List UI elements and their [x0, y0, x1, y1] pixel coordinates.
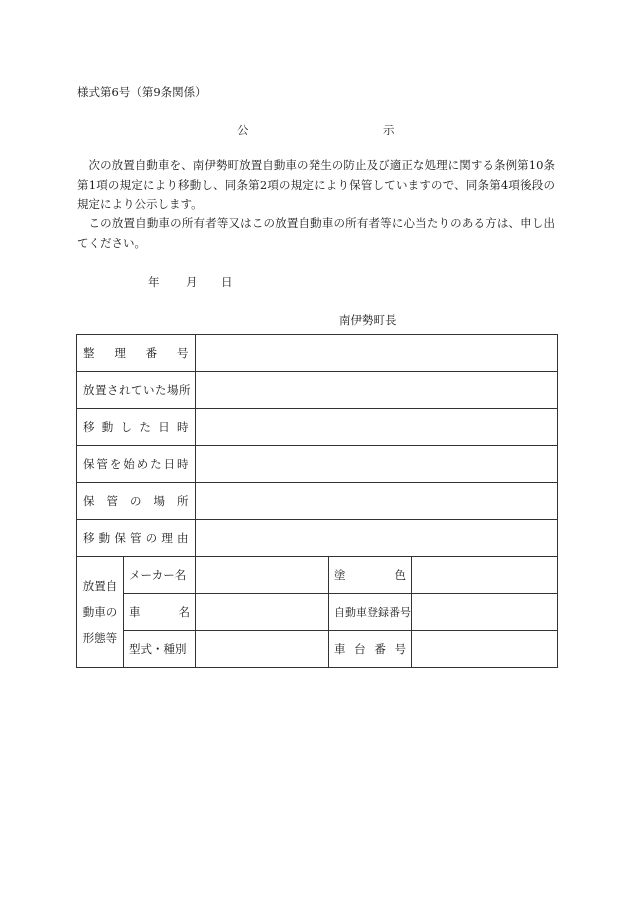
title-char-public: 公	[237, 123, 249, 137]
location-left-field[interactable]	[196, 372, 558, 409]
vehicle-name-field[interactable]	[196, 594, 329, 631]
table-row	[77, 557, 558, 594]
vehicle-group-line: 形態等	[82, 631, 118, 645]
vehicle-group-line: 放置自	[82, 579, 118, 593]
table-row	[77, 372, 558, 409]
row-label-location-left: 放置されていた場所	[77, 372, 196, 409]
form-number: 様式第6号（第9条関係）	[77, 85, 207, 99]
date-month-label: 月	[186, 275, 198, 289]
notice-paragraph-2: この放置自動車の所有者等又はこの放置自動車の所有者等に心当たりのある方は、申し出てください。	[77, 216, 555, 250]
title-char-notice: 示	[383, 123, 395, 137]
storage-reason-field[interactable]	[196, 520, 558, 557]
table-row	[77, 631, 558, 668]
moved-datetime-field[interactable]	[196, 409, 558, 446]
notice-paragraph-1: 次の放置自動車を、南伊勢町放置自動車の発生の防止及び適正な処理に関する条例第10条第1項の規定により移動し、同条第2項の規定により保管していますので、同条第4項後段の規定により公示します。	[77, 158, 555, 211]
table-row	[77, 409, 558, 446]
storage-start-datetime-field[interactable]	[196, 446, 558, 483]
row-label-moved-datetime: 移動した日時	[77, 409, 196, 446]
table-row	[77, 483, 558, 520]
date-day-label: 日	[221, 275, 233, 289]
model-type-field[interactable]	[196, 631, 329, 668]
manufacturer-field[interactable]	[196, 557, 329, 594]
table-row	[77, 594, 558, 631]
date-year-label: 年	[148, 275, 160, 289]
table-row	[77, 335, 558, 372]
vehicle-group-line: 動車の	[82, 605, 118, 619]
registration-number-field[interactable]	[412, 594, 558, 631]
row-label-storage-location: 保管の場所	[77, 483, 196, 520]
label-manufacturer: メーカー名	[124, 557, 196, 594]
reference-number-field[interactable]	[196, 335, 558, 372]
storage-location-field[interactable]	[196, 483, 558, 520]
vehicle-group-label	[77, 557, 124, 668]
label-paint-color: 塗 色	[329, 557, 412, 594]
label-vehicle-name: 車 名	[124, 594, 196, 631]
chassis-number-field[interactable]	[412, 631, 558, 668]
table-row	[77, 520, 558, 557]
label-registration-number: 自動車登録番号	[329, 594, 412, 631]
row-label-storage-reason: 移動保管の理由	[77, 520, 196, 557]
signatory: 南伊勢町長	[339, 313, 397, 327]
row-label-storage-start-datetime: 保管を始めた日時	[77, 446, 196, 483]
label-chassis-number: 車台番号	[329, 631, 412, 668]
notice-form-table	[76, 334, 558, 668]
table-row	[77, 446, 558, 483]
paint-color-field[interactable]	[412, 557, 558, 594]
row-label-reference-number: 整理番号	[77, 335, 196, 372]
label-model-type: 型式・種別	[124, 631, 196, 668]
